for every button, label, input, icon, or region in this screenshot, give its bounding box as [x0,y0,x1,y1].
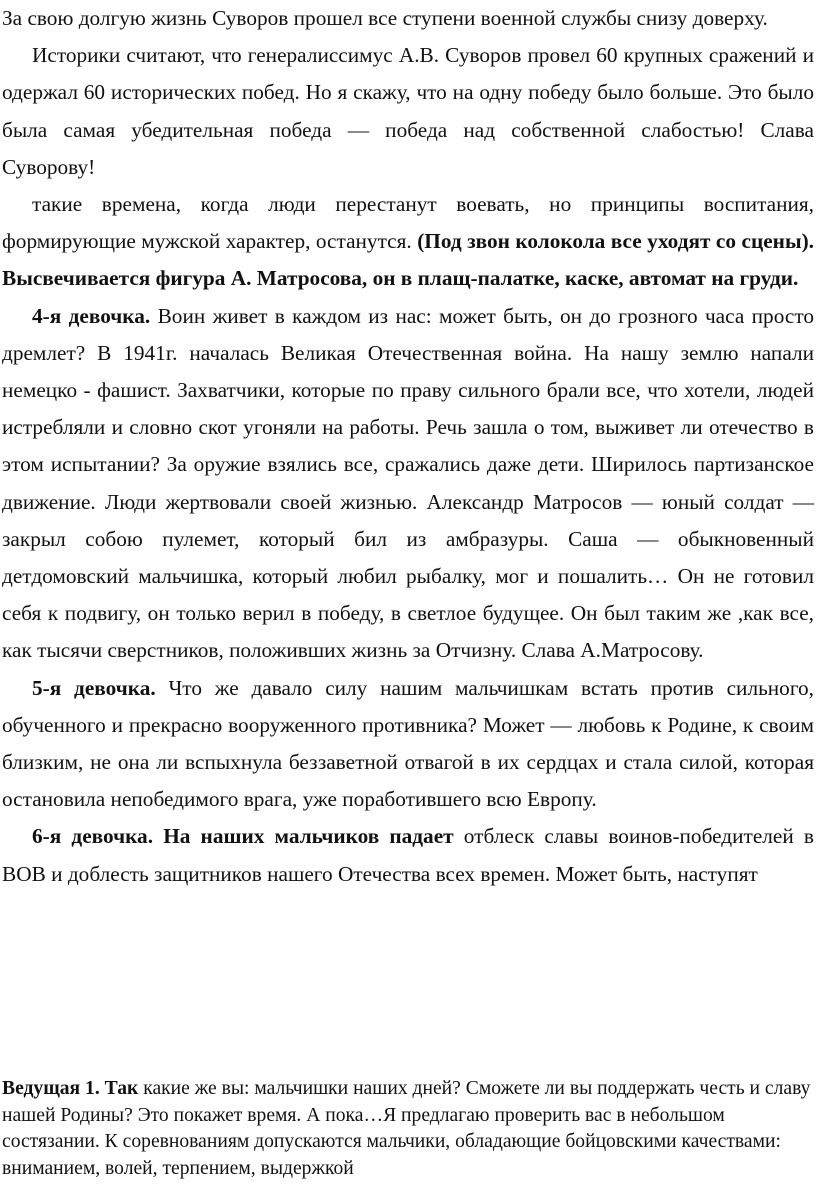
paragraph-girl-6 [2,818,814,892]
paragraph-text: За свою долгую жизнь Суворов прошел все ступени военной службы снизу доверху. [2,6,768,30]
stage-direction-bold: (Под звон колокола все уходят со сцены). Высвечивается фигура А. Матросова, он в плащ-палатке, каске, автомат на груди. [2,229,814,291]
speaker-label: 4-я девочка. [32,303,151,328]
host-paragraph [2,1076,814,1182]
main-text [2,0,814,893]
paragraph-stage-direction [2,186,814,298]
paragraph-host-1 [2,1076,814,1182]
paragraph-text: Историки считают, что генералиссимус А.В. Суворов провел 60 крупных сражений и одержал 60 исторических побед. Но я скажу, что на одну победу было больше. Это было была самая убедительная победа — победа над собственной слабостью! Слава Суворову! [2,43,814,179]
paragraph-girl-5 [2,670,814,819]
paragraph-girl-4 [2,298,814,670]
speaker-label: 5-я девочка. [32,675,156,700]
speaker-label: 6-я девочка. На наших мальчиков падает [32,824,454,849]
paragraph-suvorov-victories [2,37,814,186]
paragraph-text: какие же вы: мальчишки наших дней? Сможете ли вы поддержать честь и славу нашей Родины? Это покажет время. А пока…Я предлагаю проверить вас в небольшом состязании. К соревнованиям допускаются мальчики, обладающие бойцовскими качествами: вниманием, волей, терпением, выдержкой [2,1078,811,1179]
paragraph-text: отблеск славы воинов-победителей в ВОВ и доблесть защитников нашего Отечества всех времен. Может быть, наступят [2,824,814,886]
paragraph-suvorov-service [2,0,814,37]
paragraph-text: такие времена, когда люди перестанут воевать, но принципы воспитания, формирующие мужской характер, останутся. [2,192,814,254]
paragraph-text: Что же давало силу нашим мальчишкам встать против сильного, обученного и прекрасно вооруженного противника? Может — любовь к Родине, к своим близким, не она ли вспыхнула беззаветной отвагой в их сердцах и стала силой, которая остановила непобедимого врага, уже поработившего всю Европу. [2,675,815,812]
speaker-label: Ведущая 1. Так [2,1078,139,1099]
paragraph-text: Воин живет в каждом из нас: может быть, он до грозного часа просто дремлет? В 1941г. началась Великая Отечественная война. На нашу землю напали немецко - фашист. Захватчики, которые по праву сильного брали все, что хотели, людей истребляли и словно скот угоняли на работы. Речь зашла о том, выживет ли отечество в этом испытании? За оружие взялись все, сражались даже дети. Ширилось партизанское движение. Люди жертвовали своей жизнью. Александр Матросов — юный солдат — закрыл собою пулемет, который бил из амбразуры. Саша — обыкновенный детдомовский мальчишка, который любил рыбалку, мог и пошалить… Он не готовил себя к подвигу, он только верил в победу, в светлое будущее. Он был таким же ,как все, как тысячи сверстников, положивших жизнь за Отчизну. Слава А.Матросову. [2,303,814,663]
